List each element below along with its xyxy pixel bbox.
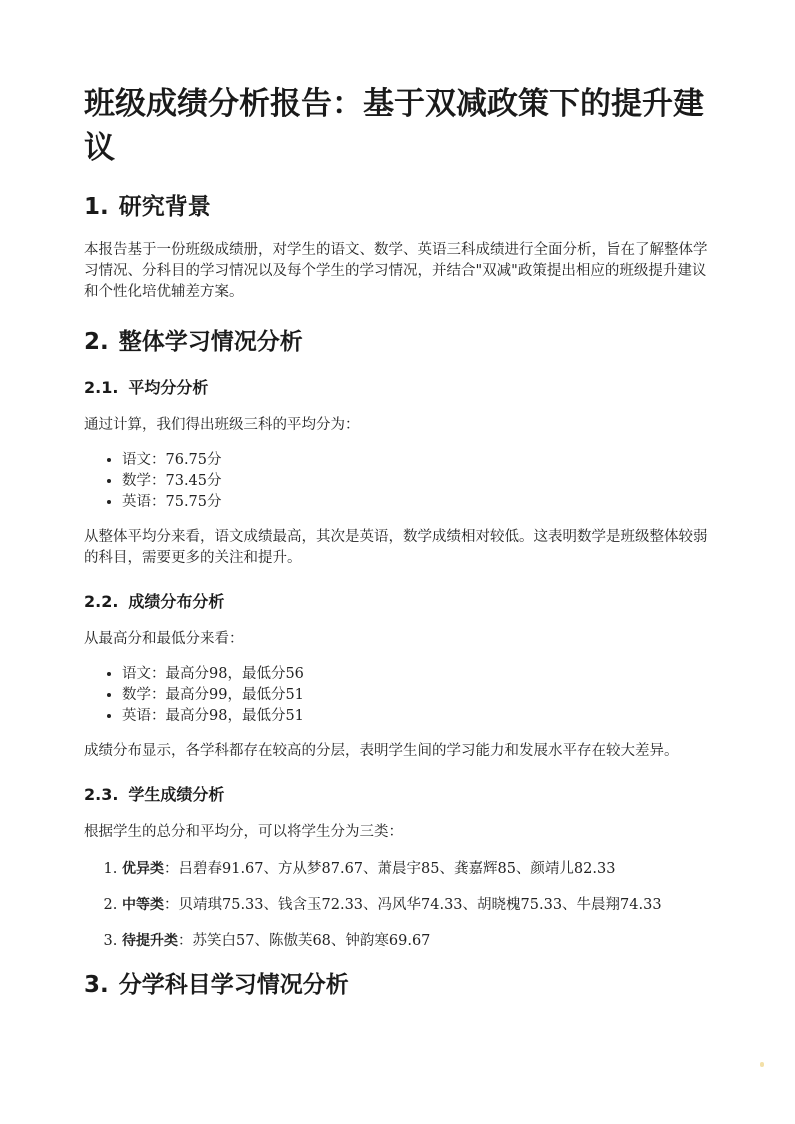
- subsection-title: 平均分分析: [128, 378, 209, 397]
- category-students: ：苏笑白57、陈傲芙68、钟韵寒69.67: [178, 933, 431, 949]
- background-paragraph: 本报告基于一份班级成绩册，对学生的语文、数学、英语三科成绩进行全面分析，旨在了解整体学习情况、分科目的学习情况以及每个学生的学习情况，并结合"双减"政策提出相应的班级提升建议和个性化培优辅差方案。: [84, 242, 708, 300]
- list-item: [122, 859, 716, 880]
- section-title: 整体学习情况分析: [118, 329, 303, 355]
- subsection-number: 2.1.: [84, 378, 119, 397]
- section-heading-subjects: [84, 970, 716, 1000]
- section-number: 1.: [84, 194, 109, 220]
- category-label: 中等类: [122, 897, 164, 913]
- section-title: 研究背景: [118, 194, 211, 220]
- list-item: • 英语：最高分98，最低分51: [122, 706, 716, 727]
- average-intro: 通过计算，我们得出班级三科的平均分为：: [84, 417, 360, 433]
- list-item: • 语文：最高分98，最低分56: [122, 664, 716, 685]
- subsection-title: 学生成绩分析: [128, 785, 225, 804]
- score-range-list: [84, 664, 716, 727]
- category-label: 待提升类: [122, 933, 178, 949]
- average-list: [84, 450, 716, 513]
- subsection-title: 成绩分布分析: [128, 592, 225, 611]
- category-students: ：贝靖琪75.33、钱含玉72.33、冯风华74.33、胡晓槐75.33、牛晨翔74.33: [164, 897, 662, 913]
- list-item: [122, 895, 716, 916]
- section-heading-background: [84, 192, 716, 222]
- student-category-list: [84, 859, 716, 952]
- list-item: • 英语：75.75分: [122, 492, 716, 513]
- report-title: 班级成绩分析报告：基于双减政策下的提升建议: [84, 86, 704, 166]
- distribution-conclusion: 成绩分布显示，各学科都存在较高的分层，表明学生间的学习能力和发展水平存在较大差异。: [84, 743, 679, 759]
- subsection-number: 2.3.: [84, 785, 119, 804]
- students-intro: 根据学生的总分和平均分，可以将学生分为三类：: [84, 824, 403, 840]
- section-heading-overall: [84, 327, 716, 357]
- list-item: [122, 931, 716, 952]
- category-label: 优异类: [122, 861, 164, 877]
- average-conclusion: 从整体平均分来看，语文成绩最高，其次是英语，数学成绩相对较低。这表明数学是班级整体较弱的科目，需要更多的关注和提升。: [84, 529, 708, 566]
- category-students: ：吕碧春91.67、方从梦87.67、萧晨宇85、龚嘉辉85、颜靖儿82.33: [164, 861, 616, 877]
- section-number: 3.: [84, 972, 109, 998]
- section-number: 2.: [84, 329, 109, 355]
- subsection-heading-average: [84, 377, 716, 399]
- subsection-heading-distribution: [84, 591, 716, 613]
- list-item: • 语文：76.75分: [122, 450, 716, 471]
- list-item: • 数学：73.45分: [122, 471, 716, 492]
- section-title: 分学科目学习情况分析: [118, 972, 349, 998]
- subsection-number: 2.2.: [84, 592, 119, 611]
- list-item: • 数学：最高分99，最低分51: [122, 685, 716, 706]
- document-page: [84, 0, 716, 1000]
- subsection-heading-students: [84, 784, 716, 806]
- distribution-intro: 从最高分和最低分来看：: [84, 631, 244, 647]
- decorative-dot: [760, 1062, 764, 1067]
